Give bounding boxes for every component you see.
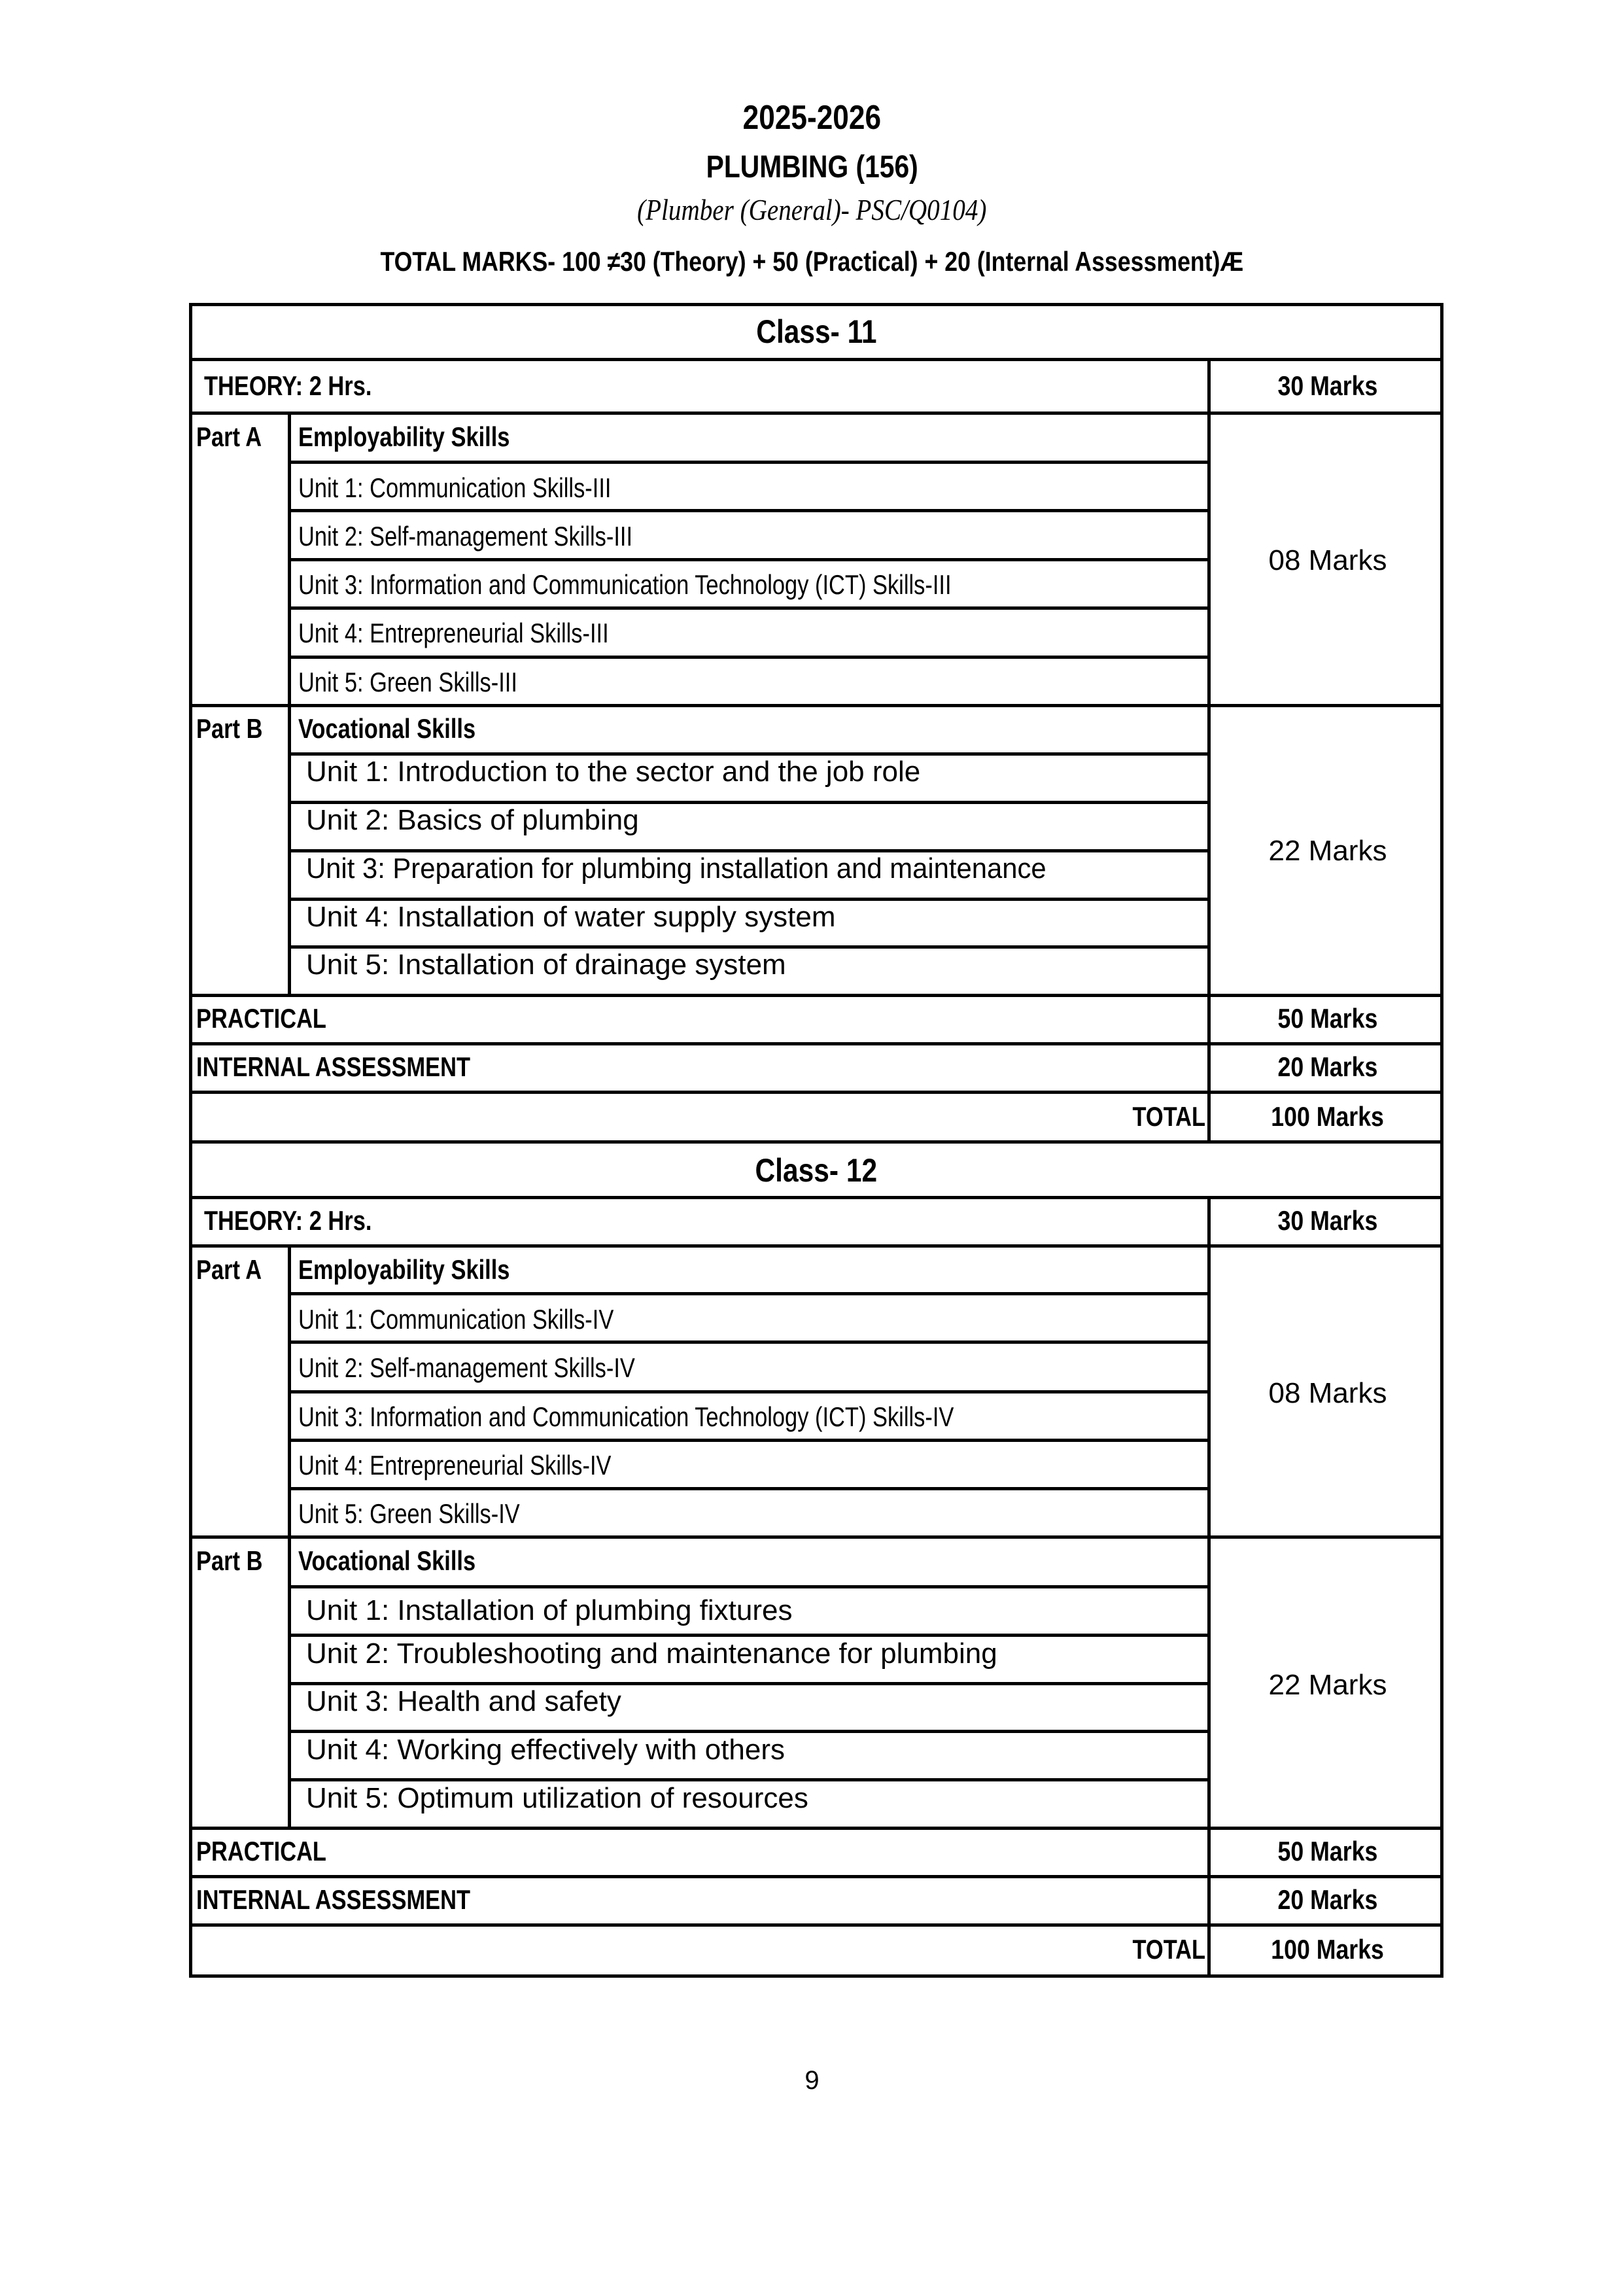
total-marks-text: 100 Marks [1271,1934,1385,1965]
internal-assessment-marks-text: 20 Marks [1277,1884,1378,1915]
row-divider [289,606,1209,610]
unit-row [306,756,920,788]
part-a-label-text: Part A [196,421,262,452]
unit-text: Unit 5: Optimum utilization of resources [306,1782,808,1814]
row-divider [289,1487,1209,1490]
unit-row [306,949,786,981]
marks-column-divider [1207,358,1211,1142]
part-a-label [196,421,276,453]
vocational-skills-heading [298,713,515,745]
row-divider [189,1923,1443,1927]
total-label-text: TOTAL [1132,1934,1205,1965]
part-column-divider [288,412,291,995]
job-role-text: (Plumber (General)- PSC/Q0104) [637,193,987,226]
total-marks [1212,1934,1443,1965]
unit-row [306,1638,997,1670]
unit-row [306,901,835,934]
subject-title [0,149,1624,185]
practical-label [196,1003,355,1034]
unit-text: Unit 4: Entrepreneurial Skills-IV [298,1450,612,1480]
part-b-marks-text: 22 Marks [1268,1669,1387,1701]
part-b-marks-text: 22 Marks [1268,835,1387,867]
class-title [189,1151,1443,1189]
row-divider [289,1292,1209,1295]
row-divider [289,1390,1209,1393]
unit-text: Unit 3: Information and Communication Technology (ICT) Skills-III [298,569,952,600]
internal-assessment-label-text: INTERNAL ASSESSMENT [196,1884,471,1915]
unit-text: Unit 1: Installation of plumbing fixtures [306,1594,793,1626]
unit-row [306,804,639,837]
unit-text: Unit 1: Communication Skills-III [298,472,612,503]
part-a-marks [1212,544,1443,577]
internal-assessment-label [196,1884,530,1916]
unit-row [298,1304,683,1335]
part-b-label [196,1545,277,1577]
theory-label [204,370,409,402]
row-divider [189,358,1443,361]
row-divider [289,1439,1209,1442]
row-divider [189,412,1443,415]
unit-row [298,472,680,504]
row-divider [289,1730,1209,1733]
internal-assessment-marks [1212,1051,1443,1083]
unit-text: Unit 2: Self-management Skills-III [298,521,633,552]
total-marks-summary [0,246,1624,277]
internal-assessment-label [196,1051,530,1083]
part-b-label [196,713,277,745]
job-role-subtitle [0,192,1624,227]
practical-marks [1212,1003,1443,1034]
practical-marks-text: 50 Marks [1277,1836,1378,1866]
row-divider [189,1875,1443,1878]
unit-text: Unit 1: Communication Skills-IV [298,1304,614,1335]
unit-text: Unit 5: Installation of drainage system [306,949,786,981]
row-divider [189,704,1443,707]
part-column-divider [288,1244,291,1828]
unit-row [298,1352,709,1384]
unit-row [298,1450,680,1481]
practical-label-text: PRACTICAL [196,1836,326,1866]
theory-marks [1212,1205,1443,1236]
part-b-marks [1212,1669,1443,1702]
total-marks-text: TOTAL MARKS- 100 ≠30 (Theory) + 50 (Practical) + 20 (Internal Assessment)Æ [380,246,1244,277]
unit-row [306,852,1085,885]
class-title-text: Class- 11 [755,313,877,350]
employability-skills-text: Employability Skills [298,1254,510,1285]
practical-label [196,1836,355,1867]
page-number-text: 9 [804,2066,820,2095]
employability-skills-heading [298,1254,556,1286]
unit-text: Unit 2: Self-management Skills-IV [298,1352,635,1383]
part-b-label-text: Part B [196,713,263,744]
part-a-marks-text: 08 Marks [1268,1377,1387,1409]
unit-text: Unit 2: Basics of plumbing [306,804,639,836]
row-divider [189,1196,1443,1199]
theory-label-text: THEORY: 2 Hrs. [204,370,372,401]
employability-skills-text: Employability Skills [298,421,510,452]
theory-label-text: THEORY: 2 Hrs. [204,1205,372,1236]
row-divider [289,1585,1209,1588]
theory-label [204,1205,409,1236]
vocational-skills-text: Vocational Skills [298,1545,476,1576]
row-divider [289,509,1209,512]
row-divider [289,1778,1209,1781]
unit-text: Unit 5: Green Skills-III [298,667,517,697]
theory-marks [1212,370,1443,402]
row-divider [189,1535,1443,1539]
practical-marks-text: 50 Marks [1277,1003,1378,1034]
unit-row [306,1594,793,1627]
row-divider [189,1827,1443,1830]
employability-skills-heading [298,421,556,453]
unit-row [306,1782,808,1815]
row-divider [289,656,1209,659]
unit-text: Unit 1: Introduction to the sector and the job role [306,756,921,788]
total-label-text: TOTAL [1132,1101,1205,1132]
row-divider [289,461,1209,464]
class-title [189,313,1443,351]
total-marks [1212,1101,1443,1132]
row-divider [189,1140,1443,1144]
part-b-marks [1212,835,1443,867]
class-title-text: Class- 12 [755,1152,878,1189]
unit-text: Unit 4: Working effectively with others [306,1734,786,1766]
vocational-skills-heading [298,1545,515,1577]
part-a-marks [1212,1377,1443,1410]
unit-row [298,1498,568,1530]
subject-title-text: PLUMBING (156) [706,150,918,184]
unit-row [298,569,1095,601]
unit-row [298,1401,1097,1433]
part-b-label-text: Part B [196,1545,263,1576]
part-a-marks-text: 08 Marks [1268,544,1387,576]
unit-text: Unit 5: Green Skills-IV [298,1498,520,1529]
theory-marks-text: 30 Marks [1277,370,1378,401]
academic-year [0,98,1624,137]
total-marks-text: 100 Marks [1271,1101,1385,1132]
part-a-label-text: Part A [196,1254,262,1285]
internal-assessment-label-text: INTERNAL ASSESSMENT [196,1051,471,1082]
unit-text: Unit 4: Entrepreneurial Skills-III [298,618,609,648]
row-divider [289,558,1209,561]
unit-row [298,667,565,698]
internal-assessment-marks [1212,1884,1443,1916]
theory-marks-text: 30 Marks [1277,1205,1378,1236]
row-divider [189,1244,1443,1248]
unit-row [298,521,706,552]
unit-row [306,1685,621,1718]
unit-text: Unit 3: Preparation for plumbing installation and maintenance [306,852,1046,885]
unit-text: Unit 3: Information and Communication Technology (ICT) Skills-IV [298,1401,954,1432]
row-divider [289,1634,1209,1637]
practical-label-text: PRACTICAL [196,1003,326,1034]
row-divider [289,1340,1209,1344]
vocational-skills-text: Vocational Skills [298,713,476,744]
page-number [0,2066,1624,2095]
practical-marks [1212,1836,1443,1867]
unit-text: Unit 4: Installation of water supply system [306,901,836,933]
row-divider [189,994,1443,997]
row-divider [189,1042,1443,1045]
part-a-label [196,1254,276,1286]
marks-column-divider [1207,1196,1211,1974]
internal-assessment-marks-text: 20 Marks [1277,1051,1378,1082]
unit-row [298,618,677,649]
unit-row [306,1734,785,1766]
total-label [1116,1101,1205,1132]
row-divider [189,1091,1443,1094]
unit-text: Unit 2: Troubleshooting and maintenance for plumbing [306,1638,997,1670]
total-label [1116,1934,1205,1965]
academic-year-text: 2025-2026 [742,99,882,137]
unit-text: Unit 3: Health and safety [306,1685,621,1717]
